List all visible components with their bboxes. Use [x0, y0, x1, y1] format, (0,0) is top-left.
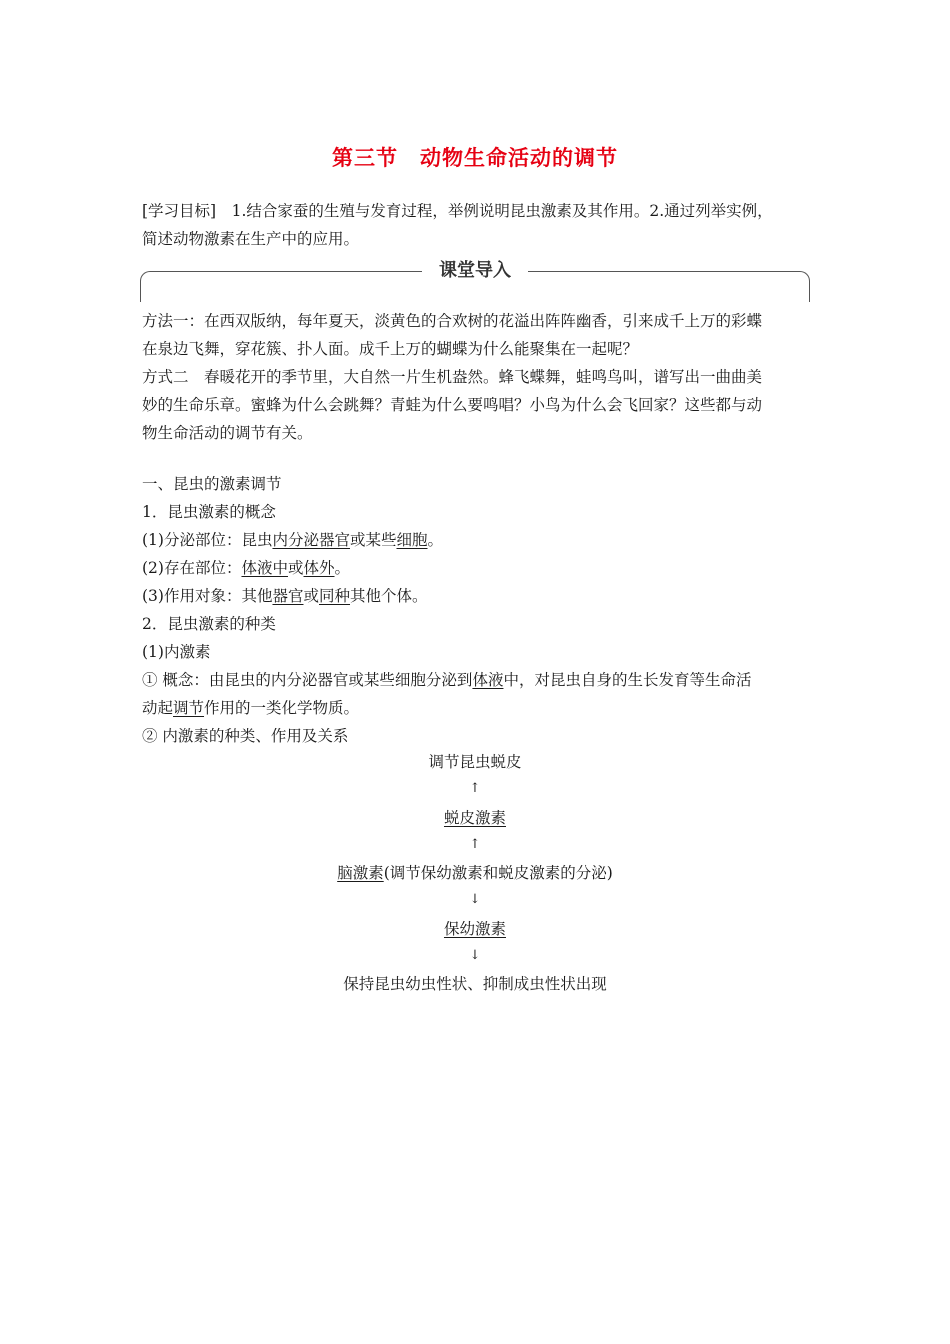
flow-node-molting: 调节昆虫蜕皮: [428, 753, 522, 771]
section-heading: 一、昆虫的激素调节: [142, 475, 282, 493]
text: 或: [303, 587, 319, 605]
text: (3)作用对象：其他: [142, 587, 273, 605]
answer-blank: 体外: [303, 559, 335, 577]
arrow-up-icon: ↑: [469, 781, 481, 796]
intro-line-5: 物生命活动的调节有关。: [142, 424, 313, 442]
goals-line-1: [学习目标] 1.结合家蚕的生殖与发育过程，举例说明昆虫激素及其作用。2.通过列举实例，: [142, 202, 773, 220]
text: 动起: [142, 699, 174, 717]
arrow-down-icon: ↓: [469, 892, 481, 907]
arrow-up-icon: ↑: [469, 837, 481, 852]
item-secretion-site: [142, 526, 814, 554]
answer-blank: 保幼激素: [443, 920, 506, 938]
item-target: [142, 582, 814, 610]
text: 。: [334, 559, 351, 577]
concept-line-2: [142, 694, 814, 722]
text: 。: [427, 531, 444, 549]
answer-blank: 同种: [319, 587, 351, 605]
answer-blank: 体液: [472, 671, 504, 689]
text: 作用的一类化学物质。: [204, 699, 360, 717]
page-title: 第三节 动物生命活动的调节: [332, 146, 618, 170]
text: 其他个体。: [350, 587, 428, 605]
intro-paragraph: [142, 307, 814, 447]
answer-blank: 细胞: [396, 531, 428, 549]
subsection-1: 1．昆虫激素的概念: [142, 503, 276, 521]
subsection-2: 2．昆虫激素的种类: [142, 615, 276, 633]
answer-blank: 内分泌器官: [272, 531, 350, 549]
text: 或: [287, 559, 304, 577]
flow-node-brain-hormone: [0, 860, 950, 886]
section-insect-hormones: [142, 470, 814, 750]
text: (1)分泌部位：昆虫: [142, 531, 273, 549]
learning-goals: [142, 197, 814, 253]
subsection-2-1: (1)内激素: [142, 643, 211, 661]
answer-blank: 调节: [173, 699, 205, 717]
flow-node-juvenile-hormone: [0, 916, 950, 942]
answer-blank: 体液中: [241, 559, 288, 577]
flow-node-larval-traits: 保持昆虫幼虫性状、抑制成虫性状出现: [343, 975, 607, 993]
answer-blank: 脑激素: [337, 864, 384, 882]
section-banner: [140, 257, 810, 303]
text: (调节保幼激素和蜕皮激素的分泌): [383, 864, 613, 882]
concept-line-1: [142, 666, 814, 694]
arrow-down-icon: ↓: [469, 948, 481, 963]
text: 或某些: [349, 531, 397, 549]
answer-blank: 器官: [272, 587, 304, 605]
answer-blank: 蜕皮激素: [443, 809, 506, 827]
intro-line-1: 方法一：在西双版纳，每年夏天，淡黄色的合欢树的花溢出阵阵幽香，引来成千上万的彩蝶: [142, 312, 763, 330]
types-heading: ② 内激素的种类、作用及关系: [142, 727, 349, 745]
intro-line-2: 在泉边飞舞，穿花簇、扑人面。成千上万的蝴蝶为什么能聚集在一起呢？: [142, 340, 639, 358]
item-location: [142, 554, 814, 582]
intro-line-4: 妙的生命乐章。蜜蜂为什么会跳舞？青蛙为什么要鸣唱？小鸟为什么会飞回家？这些都与动: [142, 396, 763, 414]
goals-line-2: 简述动物激素在生产中的应用。: [142, 230, 360, 248]
flow-node-ecdysone: [0, 805, 950, 831]
banner-label: 课堂导入: [422, 257, 528, 285]
text: ① 概念：由昆虫的内分泌器官或某些细胞分泌到: [142, 671, 473, 689]
text: (2)存在部位：: [142, 559, 242, 577]
intro-line-3: 方式二 春暖花开的季节里，大自然一片生机盎然。蜂飞蝶舞，蛙鸣鸟叫，谱写出一曲曲美: [142, 368, 763, 386]
text: 中，对昆虫自身的生长发育等生命活: [503, 671, 752, 689]
